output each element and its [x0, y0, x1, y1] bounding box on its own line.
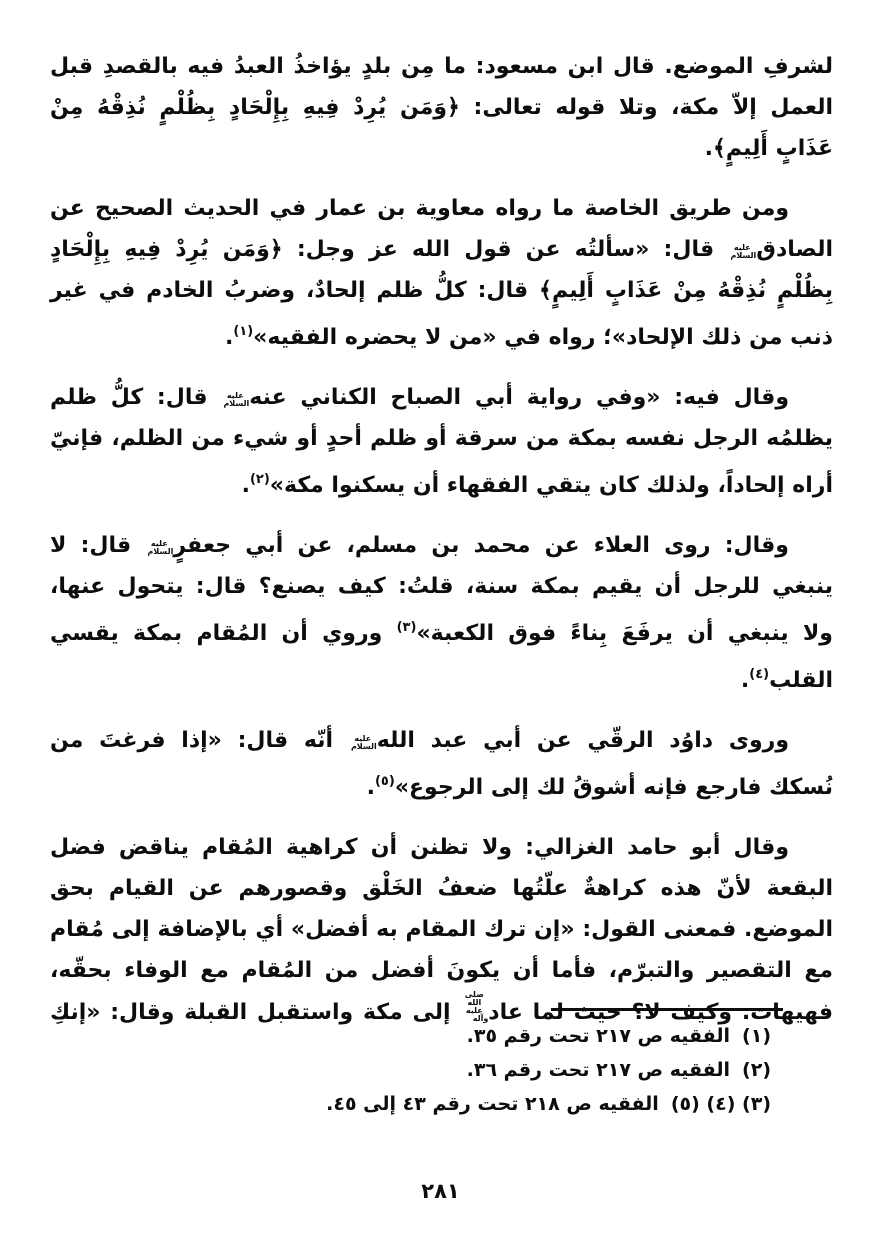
body-text-run: . [704, 136, 714, 161]
quran-verse: ﴿وَمَن يُرِدْ فِيهِ بِإِلْحَادٍ [50, 237, 283, 262]
text-line [50, 607, 833, 654]
body-text-run: . [366, 775, 375, 800]
page-body [50, 46, 833, 1052]
text-line [50, 761, 833, 808]
text-line [50, 270, 833, 311]
body-text-run: العمل إلاّ مكة، وتلا قوله تعالى: [459, 95, 834, 120]
body-text-run: القلب [769, 668, 833, 693]
honorific-mark: عليه السلام [147, 540, 174, 556]
footnotes-section [50, 1008, 833, 1121]
body-text-run: قال: لا [50, 533, 146, 558]
footnote-marker: (٣) (٤) (٥) [670, 1093, 771, 1115]
footnote-ref: (٤) [749, 667, 770, 682]
text-line [50, 128, 833, 169]
paragraph [50, 46, 833, 169]
body-text-run: أراه إلحاداً، ولذلك كان يتقي الفقهاء أن يسكنوا مكة» [269, 473, 833, 498]
body-text-run: البقعة لأنّ هذه كراهةٌ علّتُها ضعفُ الخَلْق وقصورهم عن القيام بحق [50, 876, 833, 901]
body-text-run: لشرفِ الموضع. قال ابن مسعود: ما مِن بلدٍ يؤاخذُ العبدُ فيه بالقصدِ قبل [50, 54, 833, 79]
honorific-mark: صلى الله عليه وآله [464, 991, 489, 1023]
page-number: ٢٨١ [421, 1179, 460, 1203]
text-line [50, 720, 833, 761]
body-text-run: يظلمُه الرجل نفسه بمكة من سرقة أو ظلم أحدٍ أو شيء من الظلم، فإنيّ [50, 426, 833, 451]
paragraph [50, 827, 833, 1033]
quran-verse: بِظُلْمٍ نُذِقْهُ مِنْ عَذَابٍ أَلِيمٍ﴾ [539, 278, 833, 303]
body-text-run: ومن طريق الخاصة ما رواه معاوية بن عمار في الحديث الصحيح عن [50, 196, 789, 221]
body-text-run: نُسكك فارجع فإنه أشوقُ لك إلى الرجوع» [394, 775, 833, 800]
body-text-run: الصادق [756, 237, 833, 262]
footnote-divider [551, 1008, 783, 1011]
body-text-run: مع التقصير والتبرّم، فأما أن يكونَ أفضل من المُقام مع الوفاء بحقّه، [50, 958, 833, 983]
quran-verse: عَذَابٍ أَلِيمٍ﴾ [713, 136, 833, 161]
paragraph [50, 377, 833, 506]
body-text-run: . [740, 668, 750, 693]
body-text-run: وروى داوُد الرقّي عن أبي عبد الله [376, 728, 789, 753]
footnote-ref: (١) [233, 324, 254, 339]
text-line [50, 566, 833, 607]
text-line [50, 459, 833, 506]
body-text-run: وقال: روى العلاء عن محمد بن مسلم، عن أبي جعفرٍ [173, 533, 789, 558]
body-text-run: ينبغي للرجل أن يقيم بمكة سنة، قلتُ: كيف يصنع؟ قال: يتحول عنها، [50, 574, 833, 599]
footnote-text: الفقيه ص ٢١٧ تحت رقم ٣٦. [466, 1059, 731, 1081]
text-line [50, 868, 833, 909]
footnote-item [50, 1087, 833, 1121]
body-text-run: قال: كلُّ ظلم إلحادٌ، وضربُ الخادم في غير [50, 278, 540, 303]
body-text-run: وروي أن المُقام بمكة يقسي [50, 621, 397, 646]
text-line [50, 525, 833, 566]
text-line [50, 950, 833, 991]
footnote-item [50, 1019, 833, 1053]
body-text-run: الموضع. فمعنى القول: «إن ترك المقام به أفضل» أي بالإضافة إلى مُقام [50, 917, 833, 942]
honorific-mark: عليه السلام [730, 244, 757, 260]
honorific-mark: عليه السلام [350, 735, 377, 751]
body-text-run: . [224, 325, 234, 350]
footnote-item [50, 1053, 833, 1087]
body-text-run: . [241, 473, 250, 498]
text-line [50, 46, 833, 87]
text-line [50, 909, 833, 950]
text-line [50, 87, 833, 128]
text-line [50, 311, 833, 358]
footnote-ref: (٢) [249, 472, 270, 487]
footnote-ref: (٣) [396, 620, 417, 635]
footnote-text: الفقيه ص ٢١٨ تحت رقم ٤٣ إلى ٤٥. [326, 1093, 659, 1115]
footnote-marker: (١) [742, 1025, 771, 1047]
body-text-run: قال: «سألتُه عن قول الله عز وجل: [282, 237, 729, 262]
body-text-run: وقال فيه: «وفي رواية أبي الصباح الكناني عنه [249, 385, 789, 410]
body-text-run: إلى مكة واستقبل القبلة وقال: «إنكِ [50, 1000, 461, 1025]
footnote-marker: (٢) [742, 1059, 771, 1081]
footnote-list [50, 1019, 833, 1121]
body-text-run: أنّه قال: «إذا فرغتَ من [50, 728, 349, 753]
body-text-run: وقال أبو حامد الغزالي: ولا تظنن أن كراهية المُقام يناقض فضل [50, 835, 789, 860]
quran-verse: ﴿وَمَن يُرِدْ فِيهِ بِإِلْحَادٍ بِظُلْمٍ نُذِقْهُ مِنْ [50, 95, 460, 120]
footnote-ref: (٥) [374, 774, 395, 789]
text-line [50, 418, 833, 459]
text-line [50, 188, 833, 229]
body-text-run: ولا ينبغي أن يرفَعَ بِناءً فوق الكعبة» [416, 621, 833, 646]
body-text-run: قال: كلُّ ظلم [50, 385, 222, 410]
text-line [50, 229, 833, 270]
honorific-mark: عليه السلام [223, 392, 250, 408]
footnote-text: الفقيه ص ٢١٧ تحت رقم ٣٥. [466, 1025, 731, 1047]
text-line [50, 827, 833, 868]
paragraph [50, 188, 833, 358]
paragraph [50, 720, 833, 808]
paragraph [50, 525, 833, 701]
text-line [50, 654, 833, 701]
body-text-run: فهيهات. وكيف لا؟ حيث لما عاد [488, 1000, 833, 1025]
body-text-run: ذنب من ذلك الإلحاد»؛ رواه في «من لا يحضره الفقيه» [253, 325, 833, 350]
text-line [50, 377, 833, 418]
